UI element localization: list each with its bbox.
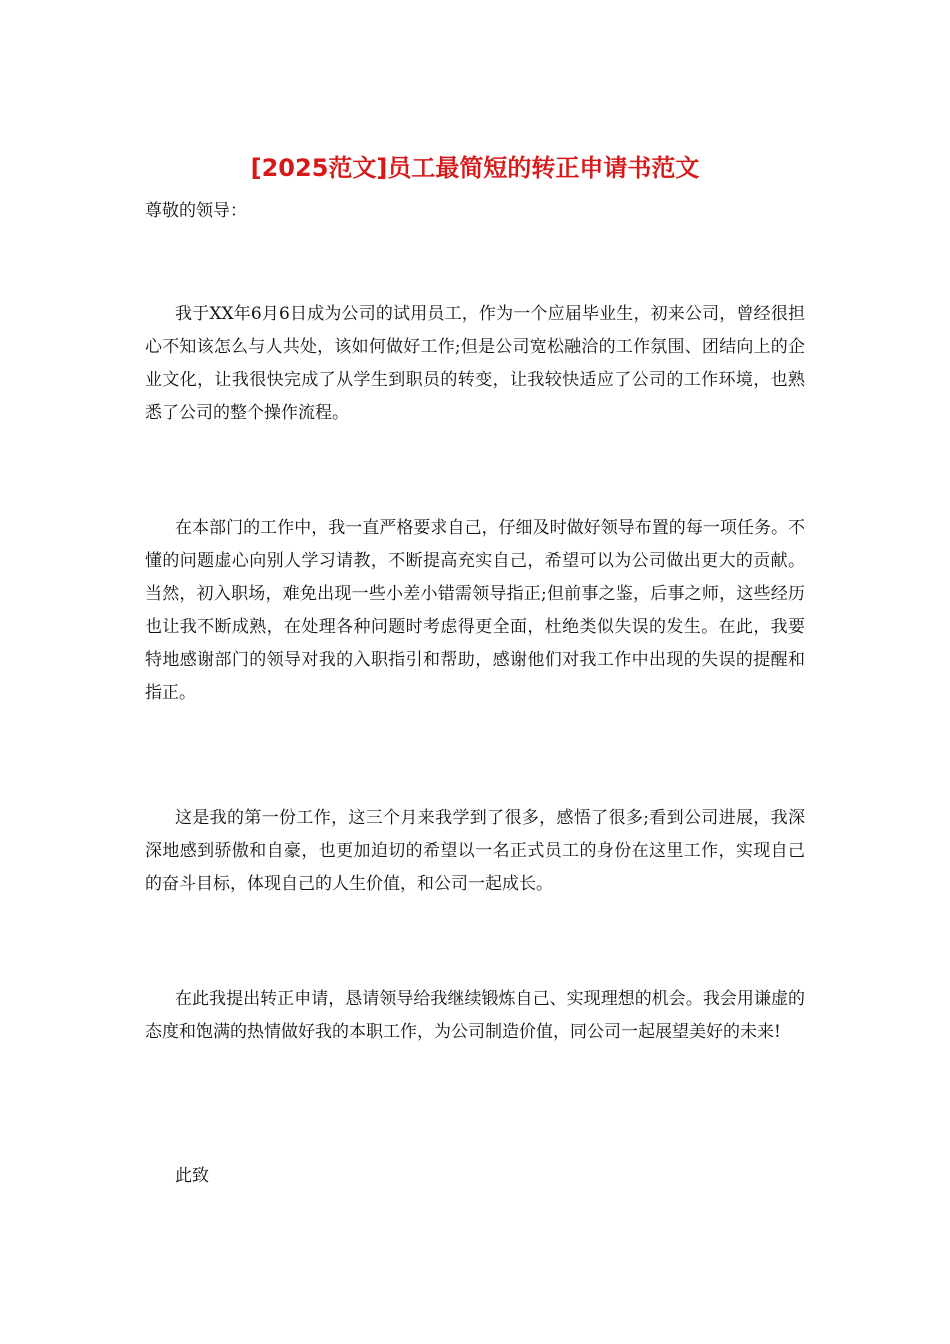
- closing-line: 此致: [175, 1166, 209, 1186]
- body-paragraph-4: 在此我提出转正申请，恳请领导给我继续锻炼自己、实现理想的机会。我会用谦虚的态度和饱满的热情做好我的本职工作，为公司制造价值，同公司一起展望美好的未来!: [145, 989, 805, 1042]
- body-paragraph-3: 这是我的第一份工作，这三个月来我学到了很多，感悟了很多;看到公司进展，我深深地感到骄傲和自豪，也更加迫切的希望以一名正式员工的身份在这里工作，实现自己的奋斗目标，体现自己的人生价值，和公司一起成长。: [145, 808, 805, 894]
- document-title: [2025范文]员工最简短的转正申请书范文: [250, 154, 700, 182]
- body-paragraph-1: 我于XX年6月6日成为公司的试用员工，作为一个应届毕业生，初来公司，曾经很担心不知该怎么与人共处，该如何做好工作;但是公司宽松融洽的工作氛围、团结向上的企业文化，让我很快完成了从学生到职员的转变，让我较快适应了公司的工作环境，也熟悉了公司的整个操作流程。: [145, 304, 805, 423]
- body-paragraph-2: 在本部门的工作中，我一直严格要求自己，仔细及时做好领导布置的每一项任务。不懂的问题虚心向别人学习请教，不断提高充实自己，希望可以为公司做出更大的贡献。当然，初入职场，难免出现一些小差小错需领导指正;但前事之鉴，后事之师，这些经历也让我不断成熟，在处理各种问题时考虑得更全面，杜绝类似失误的发生。在此，我要特地感谢部门的领导对我的入职指引和帮助，感谢他们对我工作中出现的失误的提醒和指正。: [145, 518, 805, 703]
- salutation: 尊敬的领导：: [145, 201, 247, 221]
